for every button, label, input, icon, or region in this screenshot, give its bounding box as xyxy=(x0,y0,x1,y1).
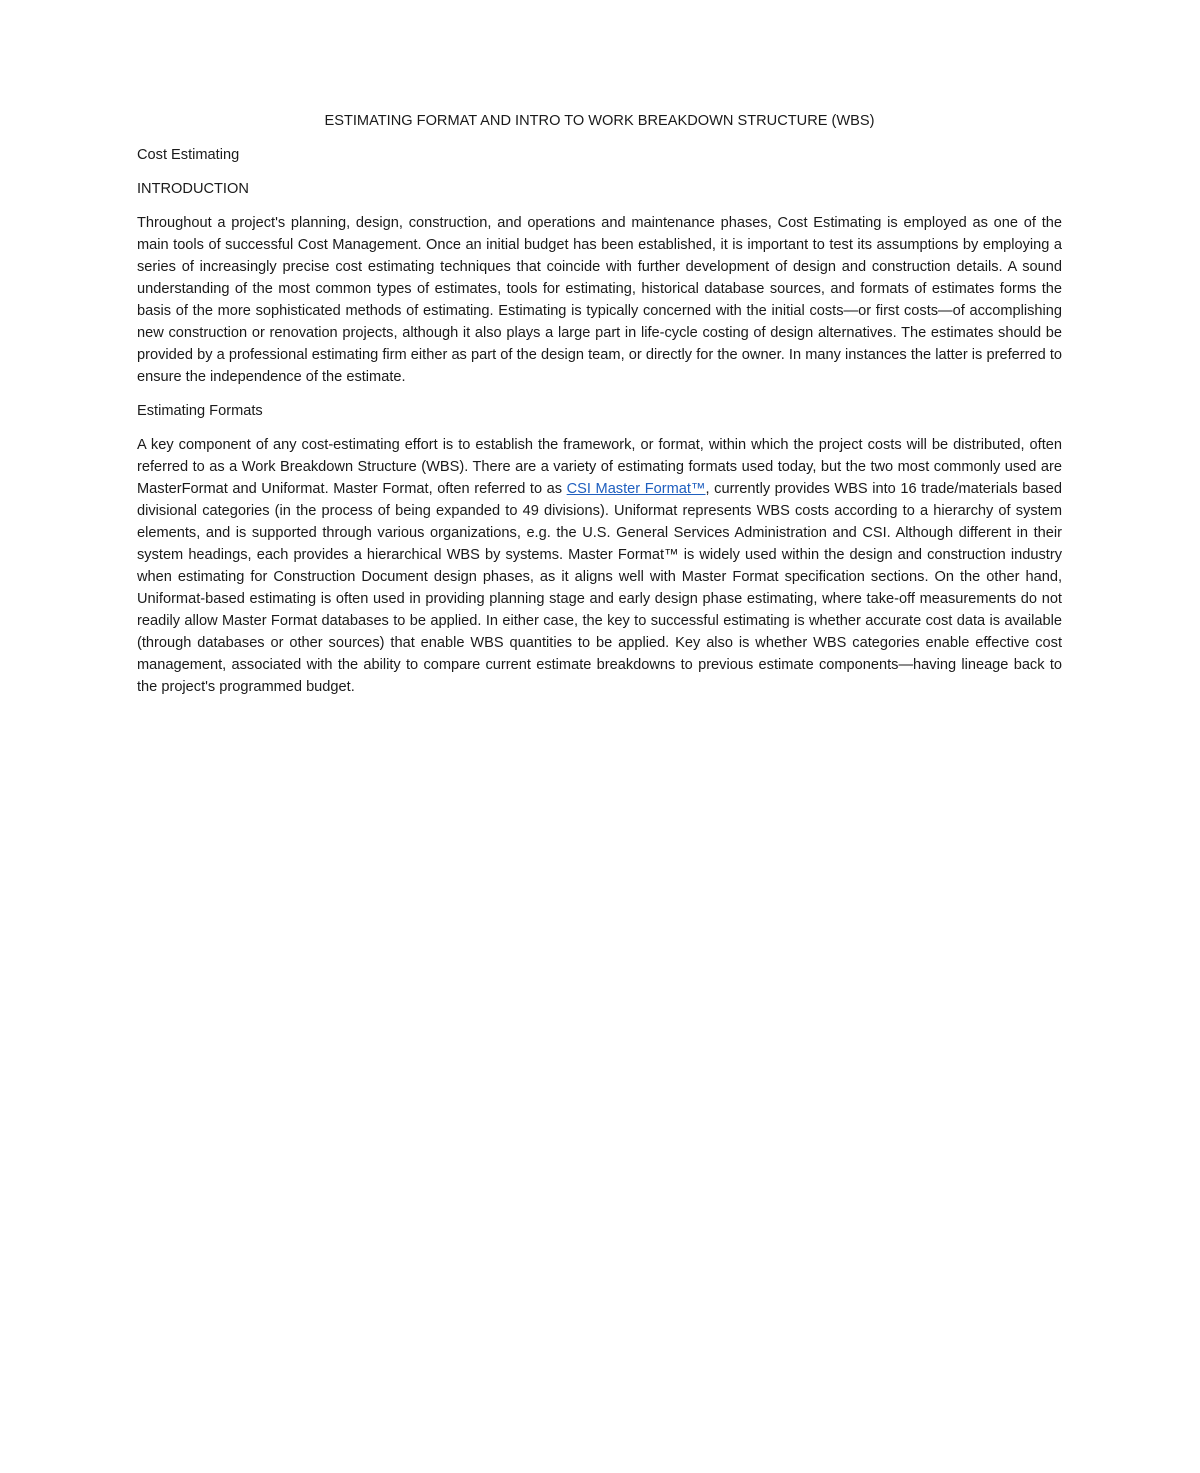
estimating-formats-text-before-link: A key component of any cost-estimating effort is to establish the framework, or format, within which the project costs will be distributed, often referred to as a Work Breakdown Structure (WBS). There are a variety of estimating formats used today, but the two most commonly used are MasterFormat and Uniformat. Master Format, often referred to as xyxy=(137,437,1062,497)
introduction-paragraph: Throughout a project's planning, design, construction, and operations and maintenance phases, Cost Estimating is employed as one of the main tools of successful Cost Management. Once an initial budget has been established, it is important to test its assumptions by employing a series of increasingly precise cost estimating techniques that coincide with further development of design and construction details. A sound understanding of the most common types of estimates, tools for estimating, historical database sources, and formats of estimates forms the basis of the more sophisticated methods of estimating. Estimating is typically concerned with the initial costs—or first costs—of accomplishing new construction or renovation projects, although it also plays a large part in life-cycle costing of design alternatives. The estimates should be provided by a professional estimating firm either as part of the design team, or directly for the owner. In many instances the latter is preferred to ensure the independence of the estimate. xyxy=(137,215,1062,385)
csi-master-format-link[interactable]: CSI Master Format™ xyxy=(566,481,706,497)
section-heading-estimating-formats: Estimating Formats xyxy=(137,403,263,419)
estimating-formats-text-after-link: , currently provides WBS into 16 trade/materials based divisional categories (in the process of being expanded to 49 divisions). Uniformat represents WBS costs according to a hierarchy of system elements, and is supported through various organizations, e.g. the U.S. General Services Administration and CSI. Although different in their system headings, each provides a hierarchical WBS by systems. Master Format™ is widely used within the design and construction industry when estimating for Construction Document design phases, as it aligns well with Master Format specification sections. On the other hand, Uniformat-based estimating is often used in providing planning stage and early design phase estimating, where take-off measurements do not readily allow Master Format databases to be applied. In either case, the key to successful estimating is whether accurate cost data is available (through databases or other sources) that enable WBS quantities to be applied. Key also is whether WBS categories enable effective cost management, associated with the ability to compare current estimate breakdowns to previous estimate components—having lineage back to the project's programmed budget. xyxy=(137,481,1062,695)
document-subtitle: Cost Estimating xyxy=(137,147,240,163)
document-title: ESTIMATING FORMAT AND INTRO TO WORK BREAKDOWN STRUCTURE (WBS) xyxy=(324,113,875,129)
estimating-formats-paragraph xyxy=(137,434,1062,698)
section-heading-introduction: INTRODUCTION xyxy=(137,181,249,197)
